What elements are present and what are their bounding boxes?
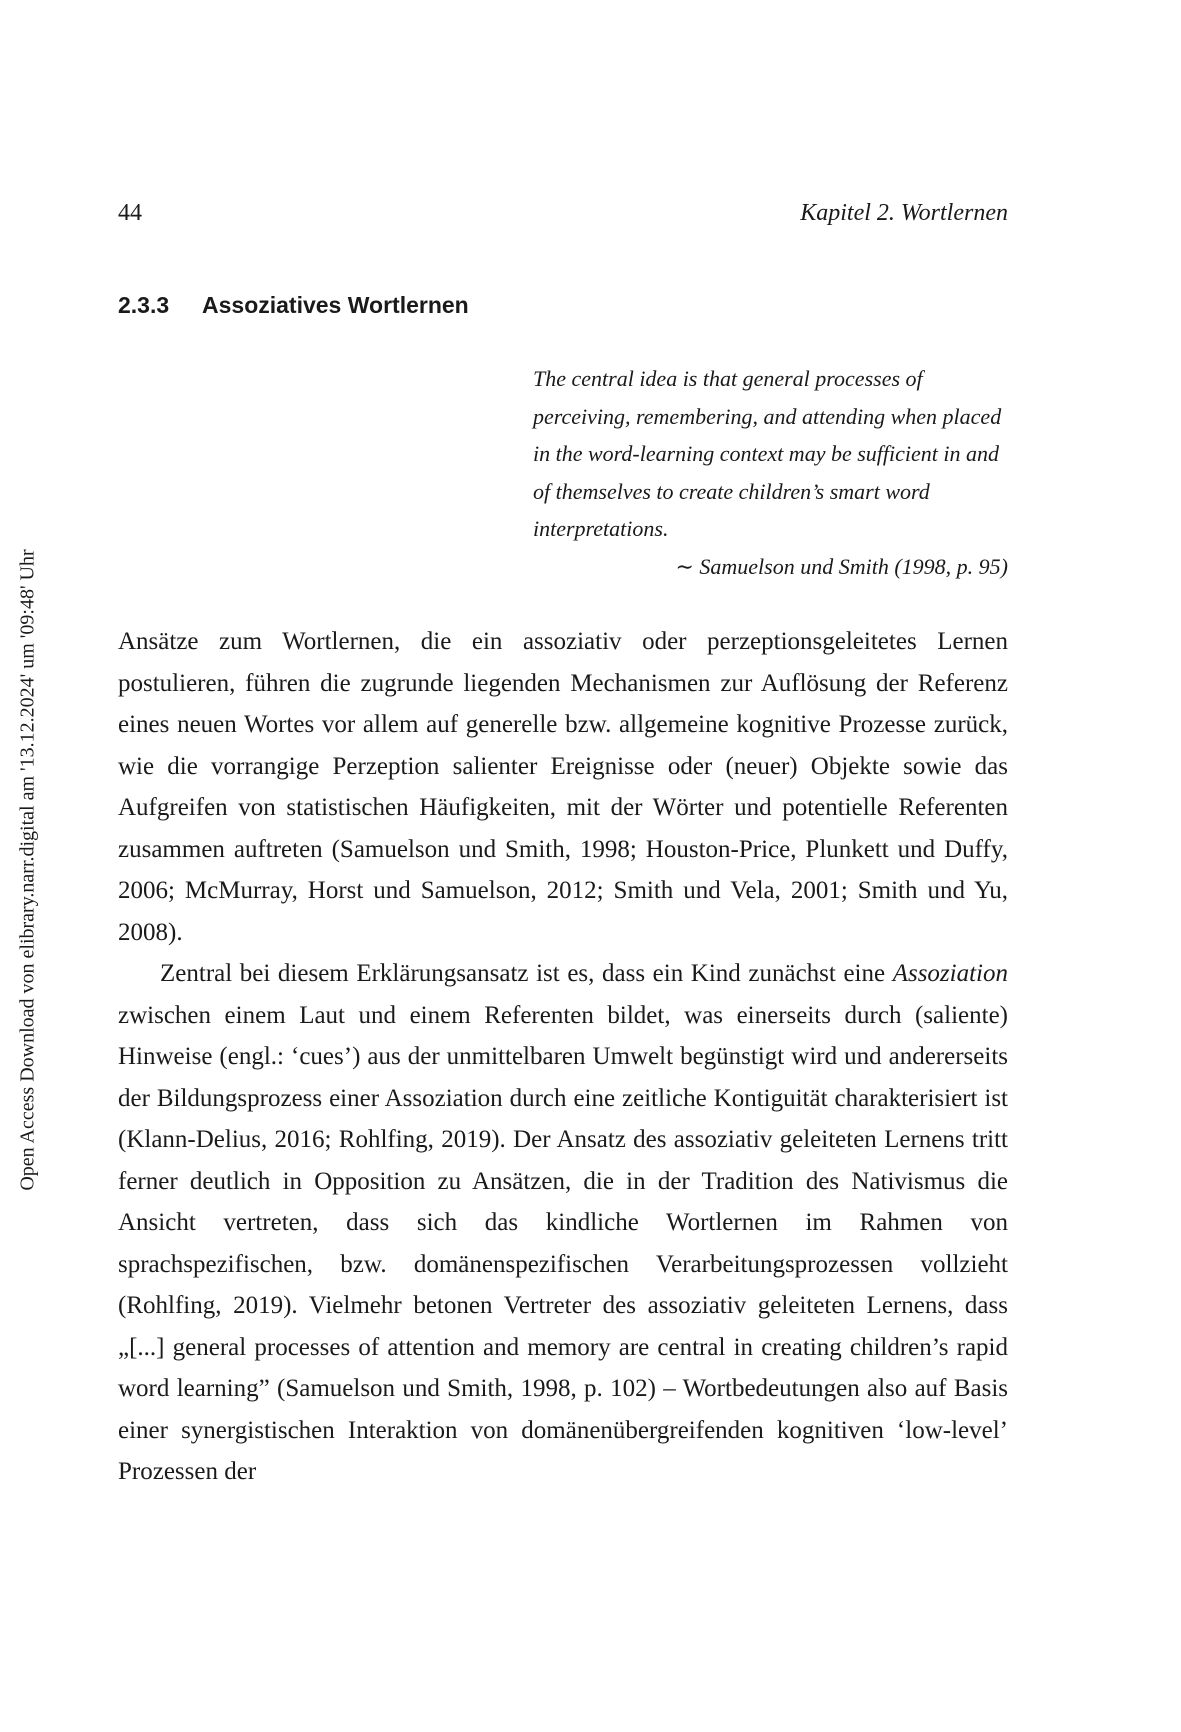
paragraph-1: Ansätze zum Wortlernen, die ein assoziativ oder perzeptionsgeleitetes Lernen postulieren, führen die zugrunde liegenden Mechanismen zur Auflösung der Referenz eines neuen Wortes vor allem auf generelle bzw. allgemeine kognitive Prozesse zurück, wie die vorrangige Perzeption salienter Ereignisse oder (neuer) Objekte sowie das Aufgreifen von statistischen Häufigkeiten, mit der Wörter und potentielle Referenten zusammen auftreten (Samuelson und Smith, 1998; Houston-Price, Plunkett und Duffy, 2006; McMurray, Horst und Samuelson, 2012; Smith und Vela, 2001; Smith und Yu, 2008). — [118, 628, 1008, 946]
epigraph-quote: The central idea is that general processes of perceiving, remembering, and attending when placed in the word-learning context may be sufficient in and of themselves to create children’s smart word interpretations. — [533, 366, 1002, 541]
epigraph — [533, 360, 1008, 585]
download-watermark — [0, 0, 60, 1732]
download-watermark-text: Open Access Download von elibrary.narr.digital am '13.12.2024' um '09:48' Uhr — [16, 549, 39, 1191]
body-text — [118, 621, 1008, 1493]
section-number: 2.3.3 — [118, 292, 170, 318]
section-title: Assoziatives Wortlernen — [202, 292, 469, 318]
paragraph-2-rest: zwischen einem Laut und einem Referenten bildet, was einerseits durch (saliente) Hinweise (engl.: ‘cues’) aus der unmittelbaren Umwelt begünstigt wird und andererseits der Bildungsprozess einer Assoziation durch eine zeitliche Kontiguität charakterisiert ist (Klann-Delius, 2016; Rohlfing, 2019). Der Ansatz des assoziativ geleiteten Lernens tritt ferner deutlich in Opposition zu Ansätzen, die in der Tradition des Nativismus die Ansicht vertreten, dass sich das kindliche Wortlernen im Rahmen von sprachspezifischen, bzw. domänenspezifischen Verarbeitungsprozessen vollzieht (Rohlfing, 2019). Vielmehr betonen Vertreter des assoziativ geleiteten Lernens, dass „[...] general processes of attention and memory are central in creating children’s rapid word learning” (Samuelson und Smith, 1998, p. 102) – Wortbedeutungen also auf Basis einer synergistischen Interaktion von domänenübergreifenden kognitiven ‘low-level’ Prozessen der — [118, 1001, 1008, 1485]
section-heading — [118, 292, 469, 319]
epigraph-attribution: ∼ Samuelson und Smith (1998, p. 95) — [675, 553, 1008, 579]
paragraph-2 — [118, 953, 1008, 1493]
emphasized-term: Assoziation — [892, 960, 1008, 987]
chapter-title: Kapitel 2. Wortlernen — [800, 200, 1008, 226]
page-number: 44 — [118, 200, 142, 226]
running-header — [118, 200, 1008, 232]
paragraph-2-lead: Zentral bei diesem Erklärungsansatz ist es, dass ein Kind zunächst eine — [160, 960, 886, 987]
